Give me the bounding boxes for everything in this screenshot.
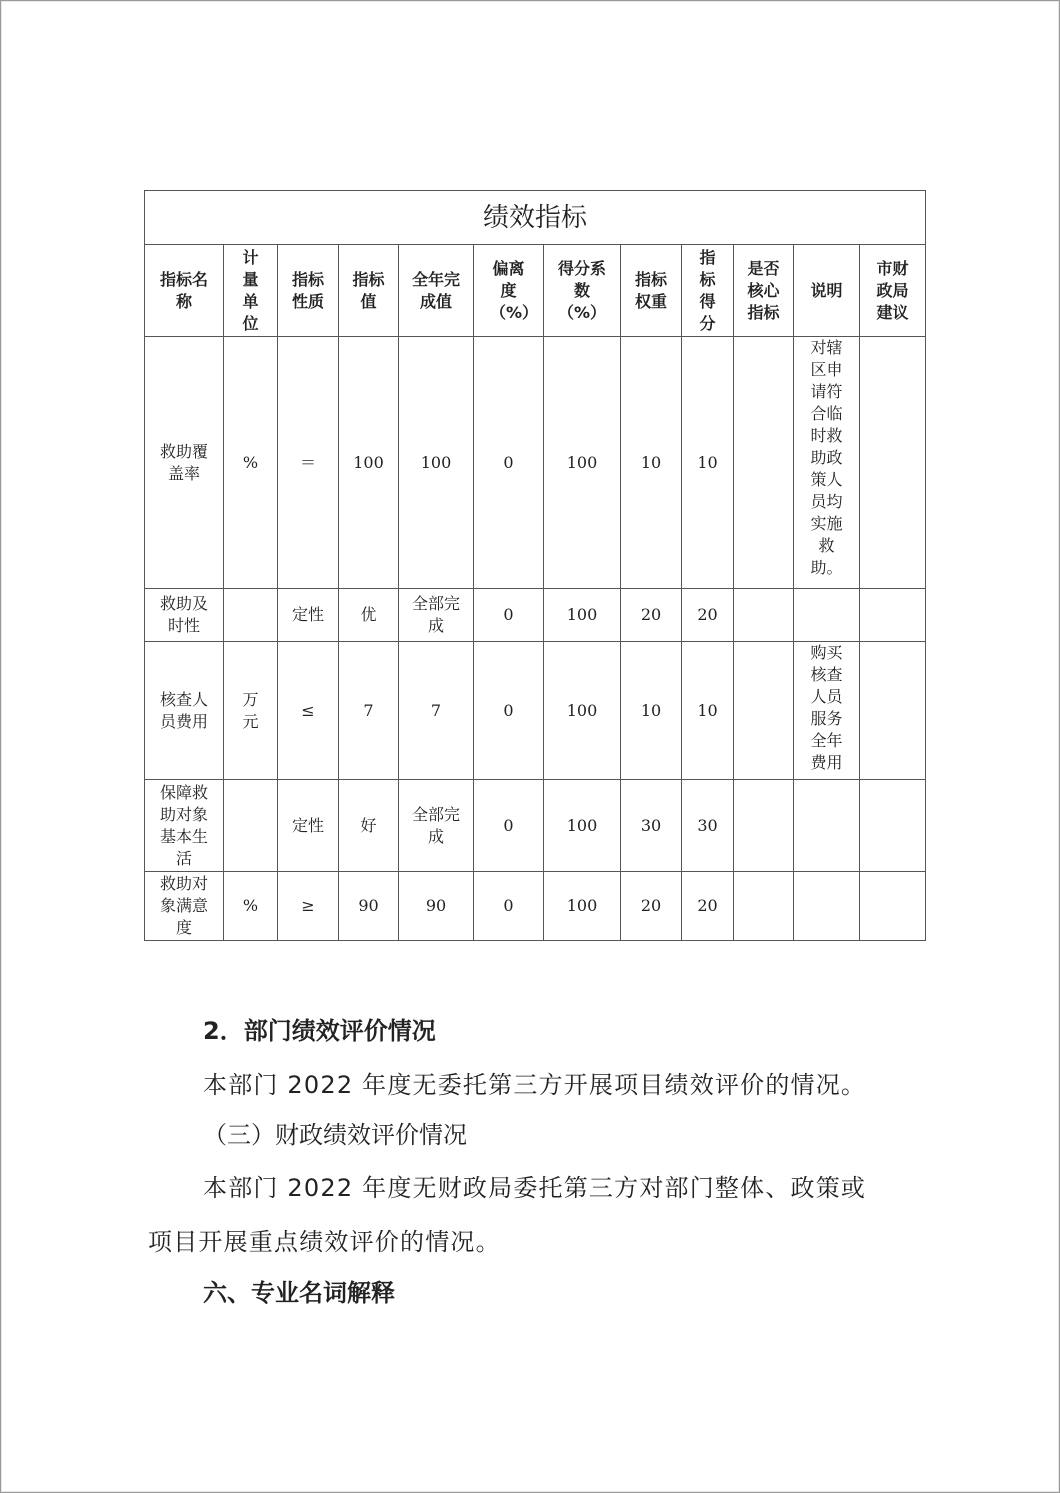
cell-actual: 全部完成 (399, 589, 474, 642)
header-core: 是否核心指标 (734, 245, 794, 337)
cell-note: 购买核查人员服务全年费用 (794, 642, 860, 780)
cell-deviation: 0 (474, 642, 544, 780)
header-suggestion: 市财政局建议 (860, 245, 926, 337)
table-header-row (145, 245, 926, 337)
cell-coefficient: 100 (544, 780, 621, 872)
cell-nature: ＝ (278, 337, 339, 589)
cell-score: 10 (682, 337, 734, 589)
header-note: 说明 (794, 245, 860, 337)
cell-weight: 20 (621, 872, 682, 941)
cell-note: 对辖区申请符合临时救助政策人员均实施救助。 (794, 337, 860, 589)
cell-actual: 全部完成 (399, 780, 474, 872)
cell-core (734, 872, 794, 941)
cell-unit (224, 780, 278, 872)
cell-core (734, 642, 794, 780)
cell-suggestion (860, 337, 926, 589)
cell-coefficient: 100 (544, 642, 621, 780)
header-nature: 指标性质 (278, 245, 339, 337)
cell-value: 好 (339, 780, 399, 872)
cell-nature: ≤ (278, 642, 339, 780)
cell-name: 救助覆盖率 (145, 337, 224, 589)
cell-score: 30 (682, 780, 734, 872)
section-6-heading: 六、专业名词解释 (203, 1279, 395, 1307)
header-coefficient: 得分系数（%） (544, 245, 621, 337)
header-deviation: 偏离度（%） (474, 245, 544, 337)
cell-deviation: 0 (474, 780, 544, 872)
cell-coefficient: 100 (544, 872, 621, 941)
cell-name: 核查人员费用 (145, 642, 224, 780)
section-3-body-line2: 项目开展重点绩效评价的情况。 (148, 1228, 501, 1256)
cell-score: 20 (682, 872, 734, 941)
cell-name: 救助对象满意度 (145, 872, 224, 941)
cell-deviation: 0 (474, 589, 544, 642)
header-actual: 全年完成值 (399, 245, 474, 337)
cell-suggestion (860, 780, 926, 872)
cell-unit (224, 589, 278, 642)
header-indicator-name: 指标名称 (145, 245, 224, 337)
cell-value: 90 (339, 872, 399, 941)
header-value: 指标值 (339, 245, 399, 337)
cell-value: 100 (339, 337, 399, 589)
cell-unit: % (224, 337, 278, 589)
section-3-body-line1: 本部门 2022 年度无财政局委托第三方对部门整体、政策或 (203, 1174, 867, 1202)
cell-score: 10 (682, 642, 734, 780)
cell-core (734, 337, 794, 589)
cell-note (794, 780, 860, 872)
cell-nature: 定性 (278, 589, 339, 642)
section-2-body: 本部门 2022 年度无委托第三方开展项目绩效评价的情况。 (203, 1071, 867, 1099)
cell-weight: 30 (621, 780, 682, 872)
cell-unit: 万元 (224, 642, 278, 780)
cell-core (734, 780, 794, 872)
cell-nature: ≥ (278, 872, 339, 941)
table-row (145, 589, 926, 642)
table-row (145, 780, 926, 872)
cell-core (734, 589, 794, 642)
cell-name: 保障救助对象基本生活 (145, 780, 224, 872)
table-title: 绩效指标 (145, 191, 926, 245)
section-3-heading: （三）财政绩效评价情况 (203, 1121, 467, 1149)
header-score: 指标得分 (682, 245, 734, 337)
cell-suggestion (860, 642, 926, 780)
cell-note (794, 589, 860, 642)
table-title-row (145, 191, 926, 245)
cell-name: 救助及时性 (145, 589, 224, 642)
table-row (145, 337, 926, 589)
cell-suggestion (860, 589, 926, 642)
cell-actual: 7 (399, 642, 474, 780)
cell-value: 优 (339, 589, 399, 642)
cell-weight: 10 (621, 337, 682, 589)
performance-indicator-table (144, 190, 926, 941)
cell-weight: 10 (621, 642, 682, 780)
header-weight: 指标权重 (621, 245, 682, 337)
cell-coefficient: 100 (544, 589, 621, 642)
cell-weight: 20 (621, 589, 682, 642)
cell-suggestion (860, 872, 926, 941)
cell-deviation: 0 (474, 872, 544, 941)
cell-coefficient: 100 (544, 337, 621, 589)
cell-actual: 100 (399, 337, 474, 589)
section-2-heading: 2．部门绩效评价情况 (203, 1017, 436, 1045)
table-row (145, 872, 926, 941)
header-unit: 计量单位 (224, 245, 278, 337)
table-row (145, 642, 926, 780)
cell-value: 7 (339, 642, 399, 780)
cell-actual: 90 (399, 872, 474, 941)
cell-note (794, 872, 860, 941)
cell-deviation: 0 (474, 337, 544, 589)
cell-unit: % (224, 872, 278, 941)
cell-score: 20 (682, 589, 734, 642)
cell-nature: 定性 (278, 780, 339, 872)
